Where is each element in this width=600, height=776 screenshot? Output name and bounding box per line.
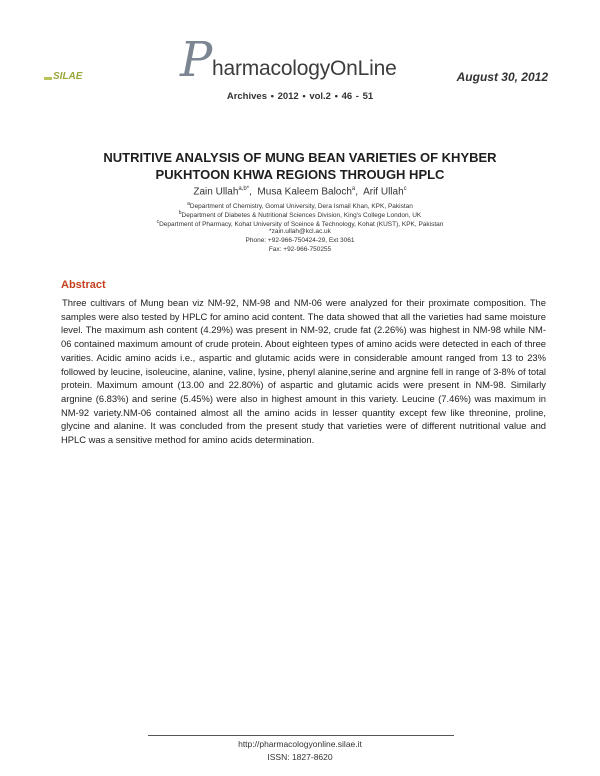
footer-divider [148,735,454,736]
article-title: NUTRITIVE ANALYSIS OF MUNG BEAN VARIETIES OF KHYBER PUKHTOON KHWA REGIONS THROUGH HPLC [103,150,497,182]
abstract-body: Three cultivars of Mung bean viz NM-92, NM-98 and NM-06 were analyzed for their proximate composition. The samples were also tested by HPLC for amino acid content. The data showed that all the varieties had same moisture level. The maximum ash content (4.29%) was present in NM-92, crude fat (2.26%) was highest in NM-98 while NM-06 contained maximum amount of crude protein. About eighteen types of amino acids were detected in each of three varities. Acidic amino acids i.e., aspartic and glutamic acids were in considerable amount ranged from 13 to 23% followed by leucine, isoleucine, alanine, valine, lysine, phenyl alanine,serine and argnine fell in range of 3-8% of total protein. Maximum amount (13.00 and 22.80%) of aspartic and glutamic acids were present in NM-98. Similarly argnine (6.83%) and serine (5.45%) were also in highest amount in this variety. Leucine (7.46%) was maximum in NM-92 variety.NM-06 contained almost all the amino acids in lesser quantity except few like threonine, proline, glycine and alanine. It was concluded from the present study that varieties were of different nutritional value and HPLC was a sensitive method for amino acids determination. [61,297,546,446]
silae-logo-text: SILAE [53,71,83,82]
author-name: Zain Ullah [193,186,239,198]
author-affiliation-mark: c [403,186,407,192]
affiliation: $^c$Department of Pharmacy, Kohat University of Sceince & Technology, Kohat (KUST), KPK, Pakistan [156,219,444,229]
author-affiliation-mark: a,b* [238,186,250,192]
author-list: Zain Ullah$^{a,b*}$, Musa Kaleem Baloch$^a$, Arif Ullah$^c$ [193,186,407,198]
journal-logo-name: harmacologyOnLine [212,57,397,80]
silae-logo [44,68,112,82]
journal-logo [180,32,450,88]
archives-volume-pages: Archives • 2012 • vol.2 • 46 - 51 [226,91,374,102]
issue-date: August 30, 2012 [456,70,548,84]
author-name: Arif Ullah [363,186,404,198]
author-name: Musa Kaleem Baloch [257,186,352,198]
abstract-heading: Abstract [61,279,106,291]
fax: Fax: +92-966-750255 [268,246,332,253]
author-affiliation-mark: a [351,186,356,192]
phone: Phone: +92-966-750424-29, Ext 3061 [245,237,355,244]
corresponding-email[interactable]: *zain.ullah@kcl.ac.uk [269,228,331,235]
footer-url[interactable]: http://pharmacologyonline.silae.it [238,739,362,749]
affiliation: $^a$Department of Chemistry, Gomal University, Dera Ismail Khan, KPK, Pakistan [187,201,413,211]
affiliation: $^b$Department of Diabetes & Nutritional Sciences Division, King's College London, UK [178,210,422,220]
journal-logo-initial: P [180,32,213,88]
footer-issn: ISSN: 1827-8620 [267,752,333,762]
